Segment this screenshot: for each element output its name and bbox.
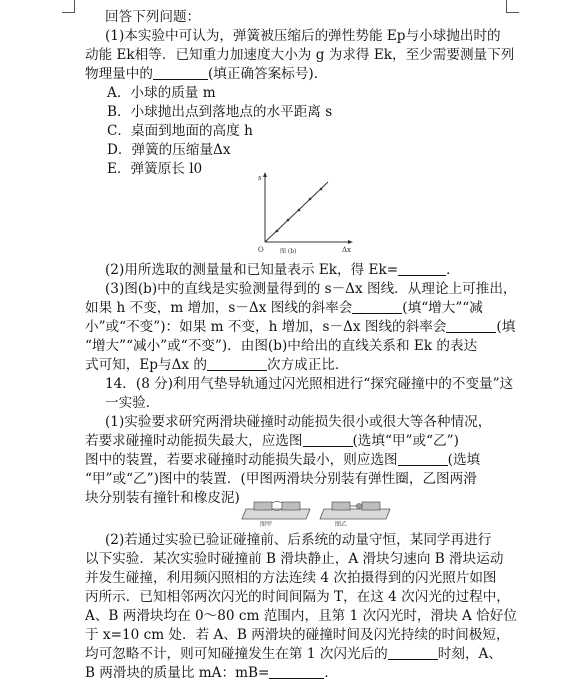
q14-p1-line: “甲”或“乙”)图中的装置．(甲图两滑块分别装有弹性圈，乙图两滑 (85, 471, 477, 487)
q14-text: (选填 (447, 452, 481, 468)
answer-blank (207, 356, 267, 371)
answer-blank (446, 318, 496, 333)
page-corner-mark (62, 0, 75, 13)
q14-title: 14．(8 分)利用气垫导轨通过闪光照相进行“探究碰撞中的不变量”这一实验． (105, 376, 514, 411)
answer-blank (153, 65, 208, 80)
q2-text: (2)用所选取的测量量和已知量表示 Ek，得 Ek= (105, 262, 399, 278)
q1-line: (1)本实验中可认为，弹簧被压缩后的弹性势能 Ep与小球抛出时的 (105, 28, 501, 44)
option-d: D．弹簧的压缩量Δx (107, 142, 231, 158)
option-e: E．弹簧原长 l0 (107, 161, 203, 177)
figure-jia-drawing (242, 502, 310, 520)
q14-p2-line (85, 645, 525, 664)
q3-text: 如果 h 不变，m 增加，s－Δx 图线的斜率会 (85, 300, 353, 316)
figure-b-graph (250, 170, 360, 260)
option-b: B．小球抛出点到落地点的水平距离 s (107, 104, 333, 120)
header-text: 回答下列问题： (105, 9, 201, 25)
y-axis-arrow (263, 172, 267, 177)
x-axis-label: Δx (342, 246, 352, 254)
q14-text: (选填“甲”或“乙”) (352, 433, 459, 449)
q3-text: 次方成正比． (267, 357, 349, 373)
figure-yi-drawing (320, 502, 390, 519)
q14-p1-line: (1)实验要求研究两滑块碰撞时动能损失很小或很大等各种情况， (105, 414, 492, 430)
q1-line (85, 65, 525, 84)
q3-text: (填 (496, 319, 516, 335)
data-point (320, 188, 323, 191)
q3-line: “增大”“减小”或“不变”)．由图(b)中给出的直线关系和 Ek 的表达 (85, 338, 478, 354)
figure-jia-caption: 图甲 (260, 521, 273, 528)
q3-text: 式可知，Ep与Δx 的 (85, 357, 207, 373)
y-axis-label: s (258, 174, 262, 182)
q1-line: 动能 Ek相等．已知重力加速度大小为 g 为求得 Ek，至少需要测量下列 (85, 47, 515, 63)
answer-blank (303, 432, 353, 447)
q14-p1-line: 块分别装有撞针和橡皮泥) (85, 490, 240, 506)
q14-p2-line: 并发生碰撞，利用频闪照相的方法连续 4 次拍摄得到的闪光照片如图 (85, 570, 497, 586)
answer-blank (388, 645, 438, 660)
q3-text: (填“增大”“减 (402, 300, 483, 316)
data-point (276, 230, 279, 233)
origin-label: O (258, 246, 264, 254)
q14-p1-line (85, 432, 525, 451)
q2-line: (2)用所选取的测量量和已知量表示 Ek，得 Ek= ． (105, 262, 460, 278)
q3-text: 小”或“不变”)：如果 m 不变，h 增加，s－Δx 图线的斜率会 (85, 319, 447, 335)
option-c: C．桌面到地面的高度 h (107, 123, 253, 139)
figure-yi-caption: 图乙 (335, 521, 348, 528)
q14-p2-line: A、B 两滑块均在 0～80 cm 范围内，且第 1 次闪光时，滑块 A 恰好位 (85, 608, 517, 624)
q1-text: (填正确答案标号)． (207, 66, 328, 82)
q3-line (85, 318, 525, 337)
data-line (265, 182, 328, 242)
x-axis-arrow (348, 240, 353, 244)
q14-text: 若要求碰撞时动能损失最大，应选图 (85, 433, 303, 449)
q14-text: B 两滑块的质量比 mA：mB= (85, 665, 270, 681)
figure-b-caption: 图 (b) (280, 248, 297, 255)
q3-line (85, 356, 525, 375)
q1-text: 物理量中的 (85, 66, 153, 82)
answer-blank (352, 299, 402, 314)
data-point (298, 209, 301, 212)
answer-blank (398, 261, 446, 276)
q14-p2-line: 丙所示．已知相邻两次闪光的时间间隔为 T，在这 4 次闪光的过程中， (85, 589, 510, 605)
q14-text: ． (324, 665, 338, 681)
q14-p2-line: 于 x=10 cm 处．若 A、B 两滑块的碰撞时间及闪光持续的时间极短， (85, 627, 510, 643)
data-point (309, 198, 312, 201)
q14-text: 时刻，A、 (437, 646, 502, 662)
answer-blank (269, 664, 324, 679)
q14-text: 图中的装置，若要求碰撞时动能损失最小，则应选图 (85, 452, 398, 468)
answer-blank (398, 451, 448, 466)
data-point (287, 219, 290, 222)
q3-line (85, 299, 525, 318)
q14-p1-line (85, 451, 525, 470)
q3-line: (3)图(b)中的直线是实验测量得到的 s－Δx 图线．从理论上可推出， (105, 281, 517, 297)
q14-p2-line: (2)若通过实验已验证碰撞前、后系统的动量守恒，某同学再进行 (105, 532, 492, 548)
q14-p2-line (85, 664, 525, 683)
figure-jia-yi (240, 489, 400, 537)
option-a: A．小球的质量 m (107, 85, 216, 101)
q14-text: 均可忽略不计，则可知碰撞发生在第 1 次闪光后的 (85, 646, 388, 662)
q14-p2-line: 以下实验．某次实验时碰撞前 B 滑块静止，A 滑块匀速向 B 滑块运动 (85, 551, 504, 567)
